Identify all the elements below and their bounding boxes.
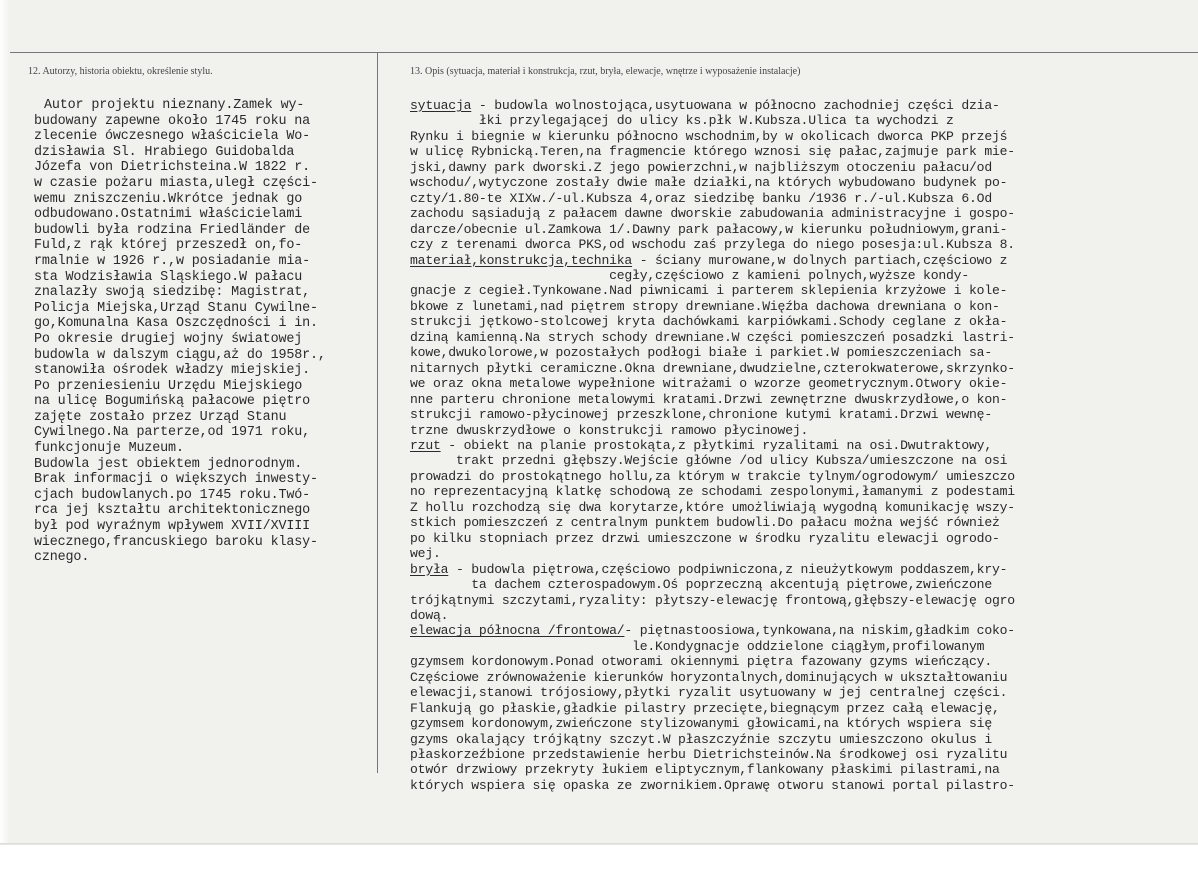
line-text: wej. — [410, 546, 441, 562]
line-text: płaskorzeźbione przedstawienie herbu Dietrichsteinów.Na środkowej osi ryzalitu — [410, 747, 1008, 763]
text-line: Fuld,z rąk której przeszedł on,fo- — [34, 238, 303, 254]
line-text: Częściowe zrównoważenie kierunków horyzontalnych,dominujących w ukształtowaniu — [410, 669, 1008, 685]
text-line — [410, 608, 1198, 623]
text-line: Budowla jest obiektem jednorodnym. — [34, 456, 303, 472]
line-text: Rynku i biegnie w kierunku północno wschodnim,by w okolicach dworca PKP przejś — [410, 128, 1008, 144]
line-text: ta dachem czterospadowym.Oś poprzeczną akcentują piętrowe,zwieńczone — [410, 577, 992, 593]
text-line — [410, 500, 1198, 515]
line-text: trzne dwuskrzydłowe o konstrukcji ramowo płycinowej. — [410, 422, 809, 438]
section-label: sytuacja — [410, 98, 472, 113]
text-line: budowany zapewne około 1745 roku na — [34, 113, 310, 129]
section-line — [410, 438, 1198, 453]
text-line: wiecznego,francuskiego baroku klasy- — [34, 534, 318, 550]
text-line — [410, 685, 1198, 700]
text-line — [410, 423, 1198, 438]
text-line — [410, 546, 1198, 561]
text-line: Cywilnego.Na parterze,od 1971 roku, — [34, 425, 310, 441]
line-text: strukcji jętkowo-stolcowej kryta dachówkami karpiówkami.Schody ceglane z okła- — [410, 314, 1008, 330]
text-line: zlecenie ówczesnego właściciela Wo- — [34, 129, 310, 145]
text-line: cjach budowlanych.po 1745 roku.Twó- — [34, 487, 310, 503]
text-line: cznego. — [34, 550, 90, 566]
section-label: rzut — [410, 437, 441, 453]
text-line: Brak informacji o większych inwesty- — [34, 472, 318, 488]
text-line: odbudowano.Ostatnimi właścicielami — [34, 207, 303, 223]
section-label: bryła — [410, 561, 449, 577]
line-text: no reprezentacyjną klatkę schodową ze schodami zespolonymi,łamanymi z podestami — [410, 484, 1015, 500]
line-text: elewacji,stanowi trójosiowy,płytki ryzalit usytuowany w jej centralnej części. — [410, 685, 1008, 701]
line-text: po kilku stopniach przez drzwi umieszczone w środku ryzalitu elewacji ogrodo- — [410, 530, 1000, 546]
text-line: Policja Miejska,Urząd Stanu Cywilne- — [34, 300, 318, 316]
line-text: czty/1.80-te XIXw./-ul.Kubsza 4,oraz siedzibę banku /1936 r./-ul.Kubsza 6.Od — [410, 190, 992, 206]
section-13-header: 13. Opis (sytuacja, materiał i konstrukcja, rzut, bryła, elewacje, wnętrze i wyposażenie instalacje) — [410, 66, 801, 77]
text-line — [410, 515, 1198, 530]
line-text: dową. — [410, 607, 449, 623]
text-line — [410, 144, 1198, 159]
text-line: budowla w dalszym ciągu,aż do 1958r., — [34, 347, 326, 363]
text-line — [410, 222, 1198, 237]
line-text: kowe,dwukolorowe,w pozostałych podłogi białe i parkiet.W pomieszczeniach sa- — [410, 345, 992, 361]
text-line: budowli była rodzina Friedländer de — [34, 222, 310, 238]
page-bottom-margin — [0, 845, 1198, 893]
text-line — [410, 206, 1198, 221]
text-line: Józefa von Dietrichsteina.W 1822 r. — [34, 160, 310, 176]
line-text: le.Kondygnacje oddzielone ciągłym,profilowanym — [410, 638, 985, 654]
text-line — [410, 747, 1198, 762]
text-line — [410, 237, 1198, 252]
line-text: - obiekt na planie prostokąta,z płytkimi ryzalitami na osi.Dwutraktowy, — [440, 437, 992, 453]
section-line — [410, 623, 1198, 638]
text-line — [410, 392, 1198, 407]
text-line: zajęte zostało przez Urząd Stanu — [34, 409, 287, 425]
text-line — [410, 299, 1198, 314]
text-line: go,Komunalna Kasa Oszczędności i in. — [34, 316, 318, 332]
line-text: gnacje z cegieł.Tynkowane.Nad piwnicami i parterem sklepienia krzyżowe i kole- — [410, 283, 1008, 299]
page-edge — [0, 0, 10, 860]
text-line — [410, 175, 1198, 190]
text-line — [410, 376, 1198, 391]
text-line — [410, 670, 1198, 685]
line-text: - piętnastoosiowa,tynkowana,na niskim,gładkim coko- — [624, 623, 1015, 639]
section-12-header: 12. Autorzy, historia obiektu, określenie stylu. — [28, 66, 213, 77]
text-line — [410, 283, 1198, 298]
section-label: materiał,konstrukcja,technika — [410, 252, 633, 268]
section-line — [410, 253, 1198, 268]
text-line — [410, 654, 1198, 669]
line-text: Z hollu rozchodzą się dwa korytarze,które umożliwiają wygodną komunikację wszy- — [410, 499, 1015, 515]
line-text: jski,dawny park dworski.Z jego powierzchni,w najbliższym otoczeniu pałacu/od — [410, 159, 992, 175]
line-text: gzyms okalający trójkątny szczyt.W płaszczyźnie szczytu umieszczono okulus i — [410, 731, 992, 747]
line-text: - budowla wolnostojąca,usytuowana w północno zachodniej części dzia- — [471, 98, 1000, 113]
text-line: rca jej kształtu architektonicznego — [34, 503, 310, 519]
text-line — [410, 762, 1198, 777]
text-line — [410, 639, 1198, 654]
description-text-column — [410, 98, 1198, 793]
text-line — [410, 268, 1198, 283]
history-text-column — [34, 98, 374, 566]
line-text: prowadzi do prostokątnego hollu,za którym w trakcie tylnym/ogrodowym/ umieszczo — [410, 468, 1015, 484]
line-text: otwór drzwiowy przekryty łukiem eliptycznym,flankowany płaskimi pilastrami,na — [410, 762, 1000, 778]
column-divider — [377, 52, 378, 773]
line-text: we oraz okna metalowe wypełnione witrażami o wzorze geometrycznym.Otwory okie- — [410, 376, 1008, 392]
line-text: cegły,częściowo z kamieni polnych,wyższe kondy- — [410, 267, 969, 283]
line-text: - budowla piętrowa,częściowo podpiwniczona,z nieużytkowym poddaszem,kry- — [448, 561, 1008, 577]
line-text: nitarnych płytki ceramiczne.Okna drewniane,dwudzielne,czterokwaterowe,skrzynko- — [410, 360, 1015, 376]
text-line — [410, 469, 1198, 484]
text-line: rmalnie w 1926 r.,w posiadanie mia- — [34, 253, 310, 269]
text-line — [410, 716, 1198, 731]
text-line: Autor projektu nieznany.Zamek wy- — [44, 98, 305, 113]
line-text: trakt przedni głębszy.Wejście główne /od ulicy Kubsza/umieszczone na osi — [410, 453, 1008, 469]
text-line — [410, 314, 1198, 329]
text-line — [410, 160, 1198, 175]
line-text: darcze/obecnie ul.Zamkowa 1/.Dawny park pałacowy,w kierunku południowym,grani- — [410, 221, 1008, 237]
line-text: Flankują go płaskie,gładkie pilastry przecięte,biegnącym przez całą elewację, — [410, 700, 1000, 716]
text-line: Po przeniesieniu Urzędu Miejskiego — [34, 378, 303, 394]
section-label: elewacja północna /frontowa/ — [410, 623, 625, 639]
text-line — [410, 593, 1198, 608]
text-line — [410, 732, 1198, 747]
text-line — [410, 484, 1198, 499]
text-line — [410, 701, 1198, 716]
text-line — [410, 345, 1198, 360]
text-line: sta Wodzisławia Śląskiego.W pałacu — [34, 269, 303, 285]
line-text: nne parteru chronione metalowymi kratami.Drzwi zewnętrzne dwuskrzydłowe,o kon- — [410, 391, 1008, 407]
text-line: funkcjonuje Muzeum. — [34, 441, 184, 457]
text-line: znalazły swoją siedzibę: Magistrat, — [34, 285, 310, 301]
line-text: wschodu/,wytyczone zostały dwie małe działki,na których wybudowano budynek po- — [410, 175, 1008, 191]
line-text: w ulicę Rybnicką.Teren,na fragmencie którego wznosi się pałac,zajmuje park mie- — [410, 144, 1015, 160]
text-line — [410, 531, 1198, 546]
text-line — [410, 577, 1198, 592]
text-line: był pod wyraźnym wpływem XVII/XVIII — [34, 519, 310, 535]
line-text: - ściany murowane,w dolnych partiach,częściowo z — [632, 252, 1008, 268]
text-line: wemu zniszczeniu.Wkrótce jednak go — [34, 191, 303, 207]
text-line: Po okresie drugiej wojny światowej — [34, 331, 303, 347]
text-line: dzisławia Śl. Hrabiego Guidobalda — [34, 144, 295, 160]
text-line — [410, 778, 1198, 793]
text-line: na ulicę Bogumińską pałacowe piętro — [34, 394, 310, 410]
line-text: dziną kamienną.Na strych schody drewniane.W części pomieszczeń posadzki lastri- — [410, 329, 1015, 345]
line-text: stkich pomieszczeń z centralnym punktem budowli.Do pałacu można wejść również — [410, 515, 1000, 531]
line-text: bkowe z lunetami,nad piętrem stropy drewniane.Więźba dachowa drewniana o kon- — [410, 298, 1000, 314]
text-line — [410, 453, 1198, 468]
text-line — [410, 361, 1198, 376]
line-text: łki przylegającej do ulicy ks.płk W.Kubsza.Ulica ta wychodzi z — [410, 113, 954, 129]
section-line — [410, 562, 1198, 577]
text-line: w czasie pożaru miasta,uległ części- — [34, 175, 318, 191]
line-text: trójkątnymi szczytami,ryzality: płytszy-elewację frontową,głębszy-elewację ogro — [410, 592, 1015, 608]
text-line: stanowiła ośrodek władzy miejskiej. — [34, 363, 310, 379]
line-text: gzymsem kordonowym,zwieńczone stylizowanymi głowicami,na których wspiera się — [410, 716, 992, 732]
header-rule — [10, 52, 1198, 53]
line-text: których wspiera się opaska ze zwornikiem.Oprawę otworu stanowi portal pilastro- — [410, 777, 1015, 793]
line-text: gzymsem kordonowym.Ponad otworami okiennymi piętra fazowany gzyms wieńczący. — [410, 654, 992, 670]
text-line — [410, 191, 1198, 206]
text-line — [410, 330, 1198, 345]
line-text: zachodu sąsiadują z pałacem dawne dworskie zabudowania administracyjne i gospo- — [410, 206, 1015, 222]
text-line — [410, 129, 1198, 144]
line-text: strukcji ramowo-płycinowej przeszklone,chronione kutymi kratami.Drzwi wewnę- — [410, 407, 992, 423]
text-line — [410, 113, 1198, 128]
section-line — [410, 98, 1198, 113]
line-text: czy z terenami dworca PKS,od wschodu zaś przylega do niego posesja:ul.Kubsza 8. — [410, 237, 1015, 253]
text-line — [410, 407, 1198, 422]
